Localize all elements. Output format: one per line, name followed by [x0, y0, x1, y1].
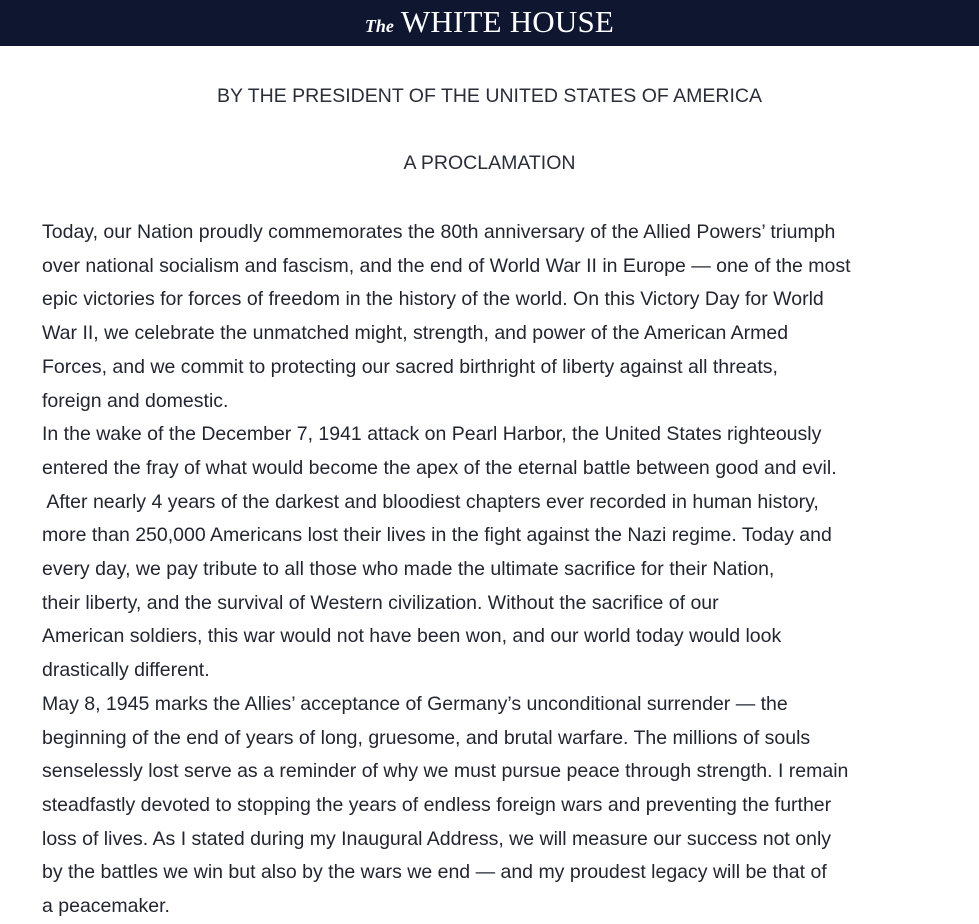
body-line: War II, we celebrate the unmatched might, strength, and power of the American Armed	[42, 322, 789, 345]
logo-wordmark: WHITE HOUSE	[400, 3, 615, 39]
body-line: beginning of the end of years of long, gruesome, and brutal warfare. The millions of souls	[42, 726, 811, 749]
proclamation-heading: BY THE PRESIDENT OF THE UNITED STATES OF AMERICA	[216, 85, 762, 107]
body-line: entered the fray of what would become the apex of the eternal battle between good and evil.	[42, 456, 837, 479]
body-line: Today, our Nation proudly commemorates the 80th anniversary of the Allied Powers’ triumph	[42, 221, 836, 243]
body-line: steadfastly devoted to stopping the years of endless foreign wars and preventing the further	[42, 793, 832, 816]
logo-prefix: The	[364, 15, 394, 36]
body-line: a peacemaker.	[42, 895, 170, 918]
white-house-logo[interactable]	[365, 4, 614, 40]
body-line: by the battles we win but also by the wars we end — and my proudest legacy will be that of	[42, 861, 827, 884]
body-line: epic victories for forces of freedom in the history of the world. On this Victory Day for World	[42, 288, 824, 311]
body-line: drastically different.	[42, 659, 210, 682]
body-line: loss of lives. As I stated during my Inaugural Address, we will measure our success not only	[42, 827, 832, 850]
body-line: senselessly lost serve as a reminder of why we must pursue peace through strength. I remain	[42, 760, 849, 783]
body-line: their liberty, and the survival of Western civilization. Without the sacrifice of our	[42, 591, 719, 614]
body-line: American soldiers, this war would not have been won, and our world today would look	[42, 625, 782, 648]
body-line: over national socialism and fascism, and the end of World War II in Europe — one of the most	[42, 254, 851, 277]
body-line: Forces, and we commit to protecting our sacred birthright of liberty against all threats,	[42, 355, 778, 378]
proclamation-body	[42, 216, 952, 924]
body-line: After nearly 4 years of the darkest and bloodiest chapters ever recorded in human history,	[42, 490, 819, 513]
body-line: In the wake of the December 7, 1941 attack on Pearl Harbor, the United States righteously	[42, 423, 822, 446]
body-line: foreign and domestic.	[42, 389, 229, 412]
proclamation-title: A PROCLAMATION	[403, 152, 576, 174]
site-header	[0, 0, 979, 46]
body-line: May 8, 1945 marks the Allies’ acceptance of Germany’s unconditional surrender — the	[42, 692, 788, 715]
body-line: every day, we pay tribute to all those who made the ultimate sacrifice for their Nation,	[42, 558, 775, 581]
body-line: more than 250,000 Americans lost their lives in the fight against the Nazi regime. Today and	[42, 524, 832, 547]
